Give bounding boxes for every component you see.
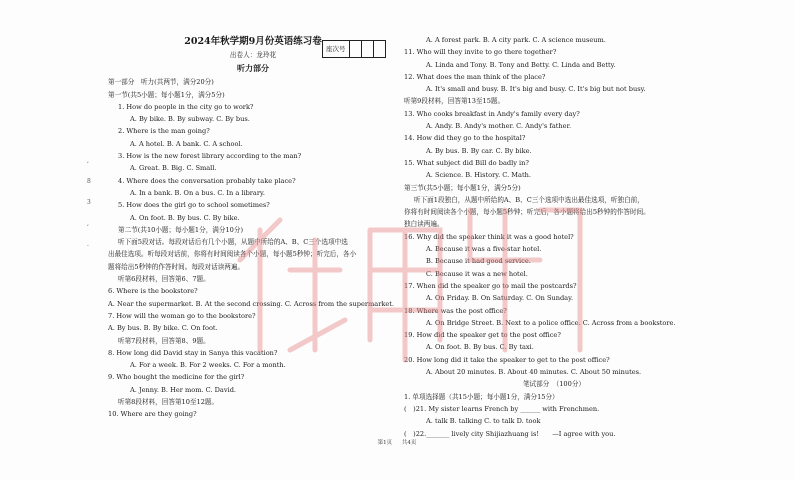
page-number: 第1页 — [377, 440, 393, 446]
text-line: 听下面5段对话。每段对话后有几个小题，从题中所给的A、B、C三个选项中选 — [118, 238, 348, 247]
text-line: 1. How do people in the city go to work? — [118, 102, 254, 111]
text-line: A. A forest park. B. A city park. C. A science museum. — [426, 36, 606, 44]
text-line: 5. How does the girl go to school sometimes? — [118, 201, 270, 210]
seat-digit-box — [374, 41, 385, 57]
text-line: ( )22._______ lively city Shijiazhuang is! —I agree with you. — [404, 429, 616, 438]
text-line: 11. Who will they invite to go there together? — [404, 48, 557, 57]
text-line: A. Andy. B. Andy's mother. C. Andy's father. — [426, 122, 572, 131]
exam-author: 出卷人：龙玲花 — [229, 51, 277, 59]
text-line: A. Because it was a five-star hotel. — [426, 245, 542, 254]
text-line: 笔试部分 （100分） — [522, 380, 586, 389]
text-line: 9. Who bought the medicine for the girl? — [108, 373, 245, 382]
text-line: 16. Why did the speaker think it was a good hotel? — [404, 232, 574, 241]
text-line: A. For a week. B. For 2 weeks. C. For a month. — [130, 361, 286, 370]
text-line: 15. What subject did Bill do badly in? — [404, 158, 529, 167]
text-line: 你将有时间阅读各个小题，每小题5秒钟；听完后，各小题将给出5秒钟的作答时间。 — [404, 208, 650, 217]
text-line: 2. Where is the man going? — [118, 127, 210, 136]
exam-title: 2024年秋学期9月份英语练习卷 — [184, 36, 322, 47]
text-line: A. On foot. B. By bus. C. By taxi. — [426, 343, 534, 352]
text-line: A. On Friday. B. On Saturday. C. On Sunday. — [426, 294, 574, 303]
text-line: 题将给出5秒钟的作答时间。每段对话读两遍。 — [108, 262, 245, 271]
text-line: A. By bus. B. By car. C. By bike. — [426, 146, 532, 155]
text-line: ( )21. My sister learns French by ______ with Frenchmen. — [404, 404, 600, 413]
text-line: 7. How will the woman go to the bookstore? — [108, 311, 256, 320]
text-line: A. Great. B. Big. C. Small. — [130, 164, 217, 173]
text-line: 13. Who cooks breakfast in Andy's family every day? — [404, 109, 580, 118]
text-line: A. Near the supermarket. B. At the second crossing. C. Across from the supermarket. — [108, 299, 394, 308]
page-total: 共4页 — [401, 440, 417, 446]
text-line: 19. How did the speaker get to the post office? — [404, 331, 561, 340]
text-line: A. Science. B. History. C. Math. — [426, 171, 531, 180]
text-line: 第一部分 听力(共两节，满分20分) — [108, 78, 214, 87]
text-line: 第一节(共5小题；每小题1分，满分5分) — [108, 90, 225, 99]
text-line: 1. 单项选择题（共15小题；每小题1分，满分15分） — [404, 392, 559, 401]
left-lines — [108, 61, 398, 420]
text-line: 18. Where was the post office? — [404, 306, 507, 315]
seat-number-box — [322, 40, 386, 58]
text-line: 第三节(共5小题；每小题1分，满分5分) — [404, 183, 521, 192]
right-lines — [404, 34, 704, 440]
text-line: 4. Where does the conversation probably take place? — [118, 176, 296, 185]
text-line: 12. What does the man think of the place? — [404, 72, 546, 81]
text-line: B. Because it had good service. — [426, 257, 531, 266]
text-line: A. On foot. B. By bus. C. By bike. — [130, 213, 240, 222]
text-line: 第二节(共10小题；每小题1分，满分10分) — [118, 225, 244, 234]
left-column — [108, 34, 398, 421]
text-line: A. On Bridge Street. B. Next to a police office. C. Across from a bookstore. — [426, 318, 676, 327]
text-line: A. talk B. talking C. to talk D. took — [426, 417, 541, 426]
text-line: 17. When did the speaker go to mail the postcards? — [404, 281, 577, 290]
text-line: A. About 20 minutes. B. About 40 minutes. C. About 50 minutes. — [426, 368, 642, 377]
text-line: 8. How long did David stay in Sanya this vacation? — [108, 348, 278, 357]
text-line: A. Jenny. B. Her mom. C. David. — [130, 385, 237, 394]
text-line: A. By bike. B. By subway. C. By bus. — [130, 115, 250, 124]
seat-digit-box — [362, 41, 374, 57]
seat-number-label: 座次号 — [323, 41, 350, 57]
page-footer — [0, 438, 794, 446]
text-line: A. In a bank. B. On a bus. C. In a library. — [130, 188, 265, 197]
text-line: 14. How did they go to the hospital? — [404, 134, 526, 143]
text-line: 听第9段材料，回答第13至15题。 — [404, 97, 505, 106]
text-line: 听第8段材料，回答第10至12题。 — [118, 398, 219, 407]
text-line: A. It's small and busy. B. It's big and busy. C. It's big but not busy. — [426, 85, 646, 94]
text-line: 3. How is the new forest library according to the man? — [118, 152, 302, 161]
seat-digit-box — [350, 41, 362, 57]
text-line: 独白读两遍。 — [404, 220, 444, 229]
text-line: 听第6段材料，回答第6、7题。 — [118, 275, 210, 284]
text-line: A. Linda and Tony. B. Tony and Betty. C. Linda and Betty. — [426, 60, 616, 69]
text-line: 出最佳选项。听每段对话前，你将有时间阅读各个小题，每小题5秒钟；听完后，各小 — [108, 250, 357, 259]
text-line: 听下面1段独白，从题中所给的A、B、C三个选项中选出最佳选项，听独白前， — [414, 195, 644, 204]
text-line: 10. Where are they going? — [108, 410, 197, 419]
text-line: A. By bus. B. By bike. C. On foot. — [108, 324, 218, 333]
binding-marks: , 8 3 , . — [87, 157, 91, 248]
text-line: 6. Where is the bookstore? — [108, 287, 198, 296]
text-line: C. Because it was a new hotel. — [426, 269, 528, 278]
text-line: A. A hotel. B. A bank. C. A school. — [130, 139, 243, 148]
text-line: 听力部分 — [237, 63, 269, 74]
right-column — [404, 34, 704, 440]
text-line: 听第7段材料，回答第8、9题。 — [118, 336, 210, 345]
text-line: 20. How long did it take the speaker to get to the post office? — [404, 355, 610, 364]
